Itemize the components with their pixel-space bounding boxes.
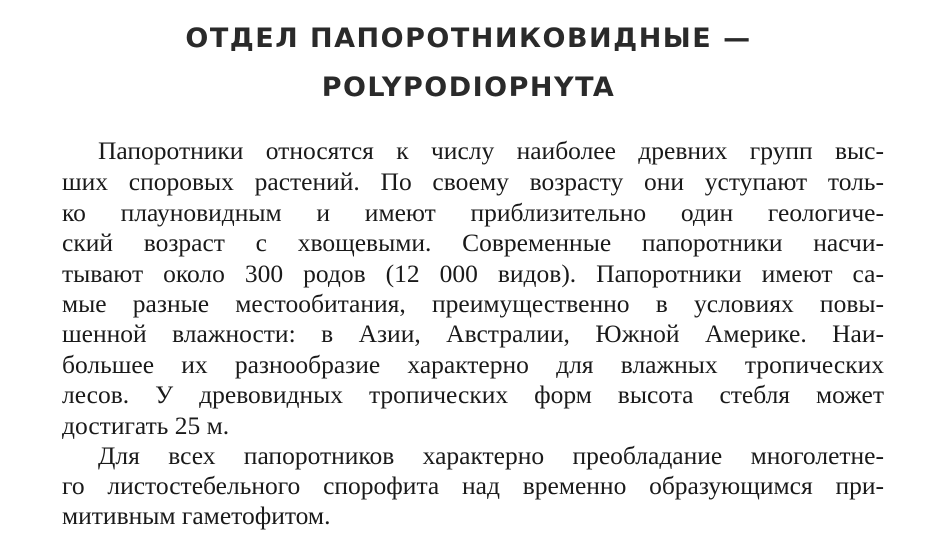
text-line: митивным гаметофитом.: [62, 501, 331, 530]
text-line: мые разные местообитания, преимущественно в условиях повы-: [62, 289, 884, 318]
text-line: лесов. У древовидных тропических форм высота стебля может: [62, 380, 884, 409]
section-title-line-1: ОТДЕЛ ПАПОРОТНИКОВИДНЫЕ —: [185, 23, 752, 54]
text-line: большее их разнообразие характерно для влажных тропических: [62, 350, 884, 379]
text-line: ко плауновидным и имеют приблизительно один геологиче-: [62, 198, 884, 227]
text-line: ский возраст с хвощевыми. Современные папоротники насчи-: [62, 228, 884, 257]
text-line: достигать 25 м.: [62, 411, 230, 440]
section-title-line-2: POLYPODIOPHYTA: [321, 72, 616, 103]
text-line: го листостебельного спорофита над временно образующимся при-: [62, 471, 884, 500]
text-line: тывают около 300 родов (12 000 видов). Папоротники имеют са-: [62, 259, 884, 288]
text-line: ших споровых растений. По своему возрасту они уступают толь-: [62, 167, 884, 196]
text-line: Для всех папоротников характерно преобладание многолетне-: [98, 441, 884, 470]
text-line: шенной влажности: в Азии, Австралии, Южной Америке. Наи-: [62, 319, 884, 348]
text-line: Папоротники относятся к числу наиболее древних групп выс-: [98, 136, 884, 165]
